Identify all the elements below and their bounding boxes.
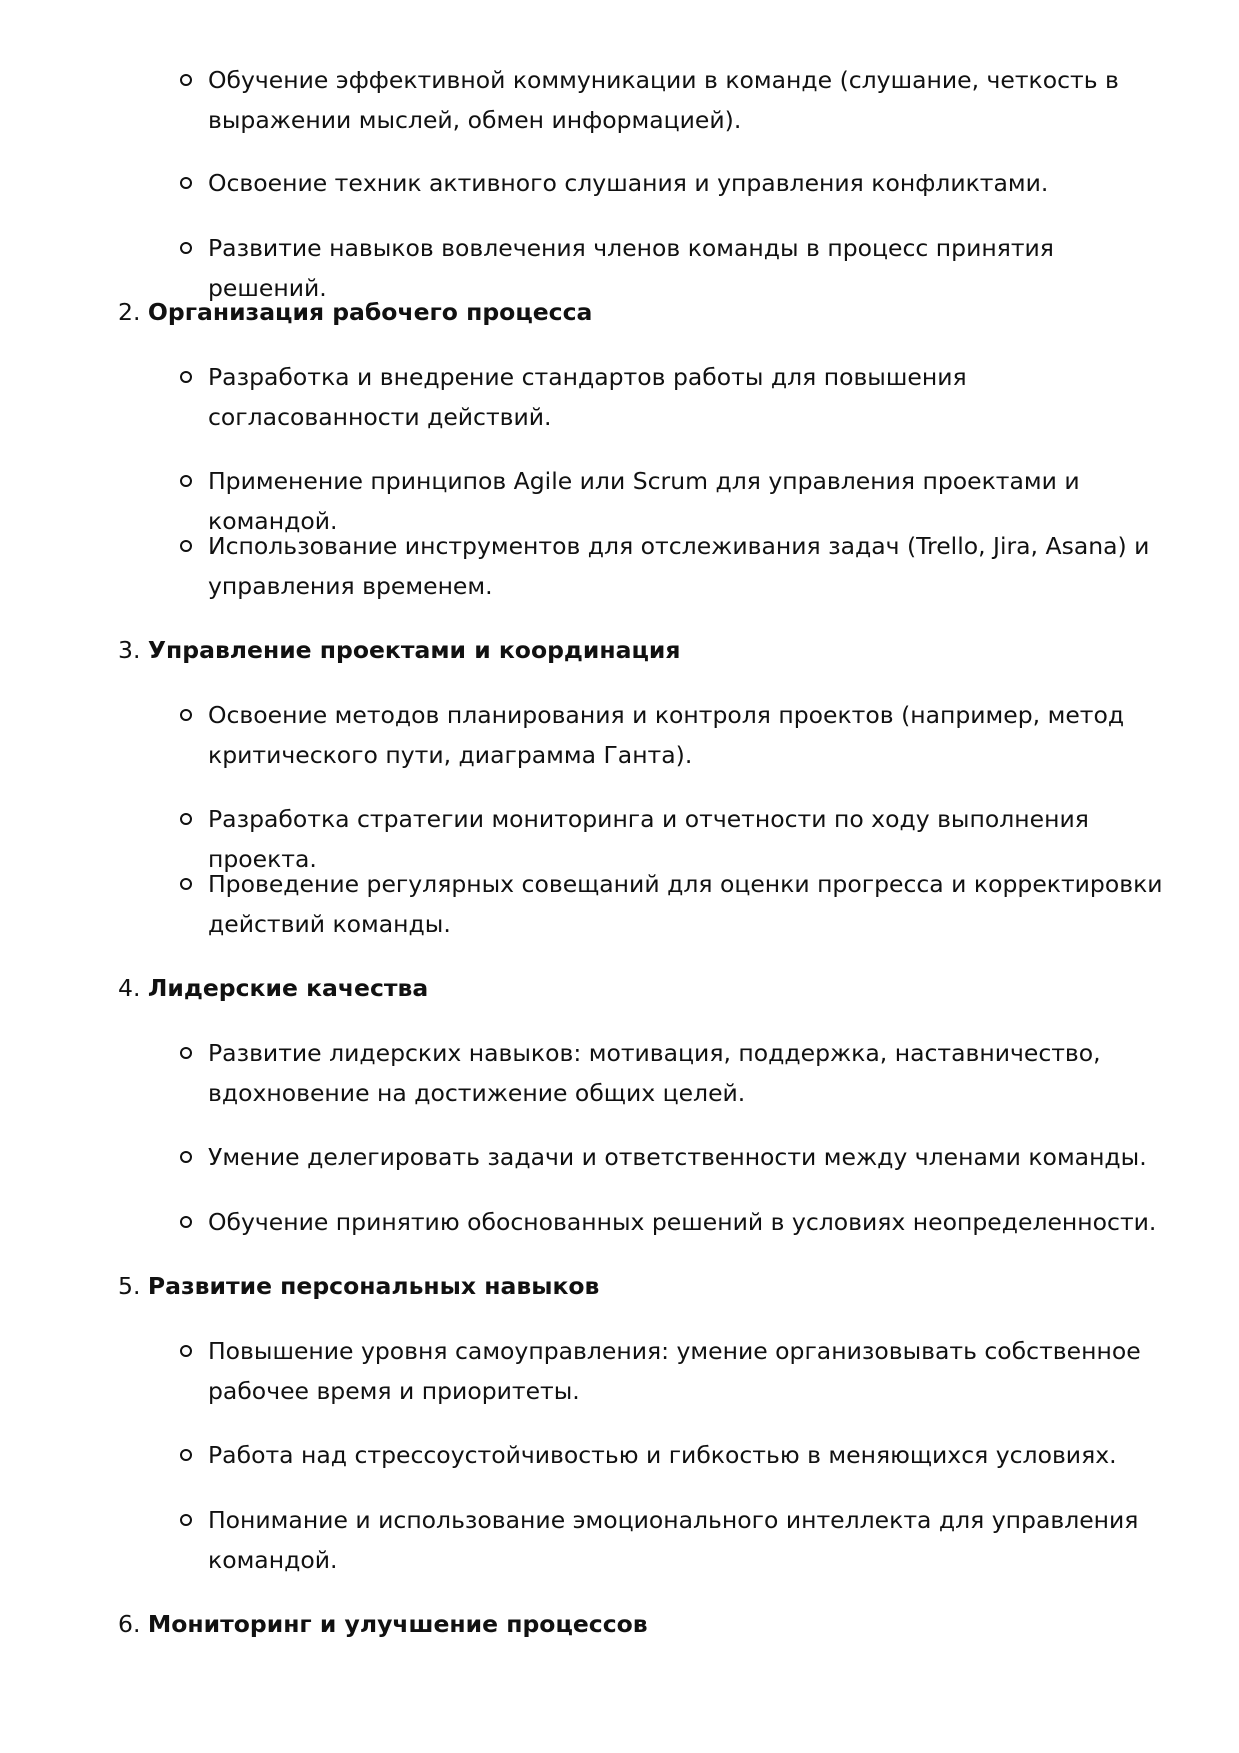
section-number: 2. [118, 298, 141, 326]
section-number: 3. [118, 636, 141, 664]
list-item [208, 60, 1168, 140]
hollow-bullet-icon [180, 813, 192, 825]
section-heading [118, 630, 680, 670]
list-item [208, 1137, 1168, 1177]
hollow-bullet-icon [180, 1216, 192, 1228]
section-title: Мониторинг и улучшение процессов [147, 1610, 648, 1638]
section-heading [118, 292, 592, 332]
section-number: 4. [118, 974, 141, 1002]
list-item [208, 864, 1168, 944]
bullet-text: Работа над стрессоустойчивостью и гибкостью в меняющихся условиях. [208, 1441, 1117, 1469]
hollow-bullet-icon [180, 371, 192, 383]
list-item [208, 357, 1168, 437]
hollow-bullet-icon [180, 709, 192, 721]
hollow-bullet-icon [180, 1514, 192, 1526]
section-number: 6. [118, 1610, 141, 1638]
hollow-bullet-icon [180, 242, 192, 254]
list-item [208, 1435, 1168, 1475]
list-item [208, 163, 1168, 203]
list-item [208, 1500, 1168, 1580]
bullet-text: Освоение методов планирования и контроля проектов (например, метод критического пути, диаграмма Ганта). [208, 701, 1125, 769]
list-item [208, 1331, 1168, 1411]
hollow-bullet-icon [180, 1151, 192, 1163]
hollow-bullet-icon [180, 1449, 192, 1461]
list-item [208, 1202, 1168, 1242]
section-heading [118, 968, 428, 1008]
section-title: Лидерские качества [147, 974, 429, 1002]
list-item [208, 695, 1168, 775]
section-title: Организация рабочего процесса [147, 298, 593, 326]
bullet-text: Понимание и использование эмоционального интеллекта для управления командой. [208, 1506, 1139, 1574]
bullet-text: Проведение регулярных совещаний для оценки прогресса и корректировки действий команды. [208, 870, 1163, 938]
list-item [208, 1033, 1168, 1113]
hollow-bullet-icon [180, 177, 192, 189]
bullet-text: Умение делегировать задачи и ответственности между членами команды. [208, 1143, 1147, 1171]
hollow-bullet-icon [180, 1047, 192, 1059]
hollow-bullet-icon [180, 540, 192, 552]
section-heading [118, 1604, 648, 1644]
section-heading [118, 1266, 599, 1306]
section-title: Управление проектами и координация [147, 636, 681, 664]
hollow-bullet-icon [180, 74, 192, 86]
bullet-text: Обучение принятию обоснованных решений в условиях неопределенности. [208, 1208, 1157, 1236]
bullet-text: Освоение техник активного слушания и управления конфликтами. [208, 169, 1049, 197]
section-title: Развитие персональных навыков [147, 1272, 600, 1300]
bullet-text: Использование инструментов для отслеживания задач (Trello, Jira, Asana) и управления временем. [208, 532, 1150, 600]
bullet-text: Применение принципов Agile или Scrum для управления проектами и командой. [208, 467, 1080, 535]
list-item [208, 526, 1168, 606]
hollow-bullet-icon [180, 1345, 192, 1357]
bullet-text: Разработка и внедрение стандартов работы для повышения согласованности действий. [208, 363, 967, 431]
section-number: 5. [118, 1272, 141, 1300]
bullet-text: Развитие навыков вовлечения членов команды в процесс принятия решений. [208, 234, 1054, 302]
bullet-text: Разработка стратегии мониторинга и отчетности по ходу выполнения проекта. [208, 805, 1089, 873]
hollow-bullet-icon [180, 475, 192, 487]
bullet-text: Развитие лидерских навыков: мотивация, поддержка, наставничество, вдохновение на достижение общих целей. [208, 1039, 1101, 1107]
hollow-bullet-icon [180, 878, 192, 890]
bullet-text: Повышение уровня самоуправления: умение организовывать собственное рабочее время и приоритеты. [208, 1337, 1141, 1405]
bullet-text: Обучение эффективной коммуникации в команде (слушание, четкость в выражении мыслей, обмен информацией). [208, 66, 1119, 134]
